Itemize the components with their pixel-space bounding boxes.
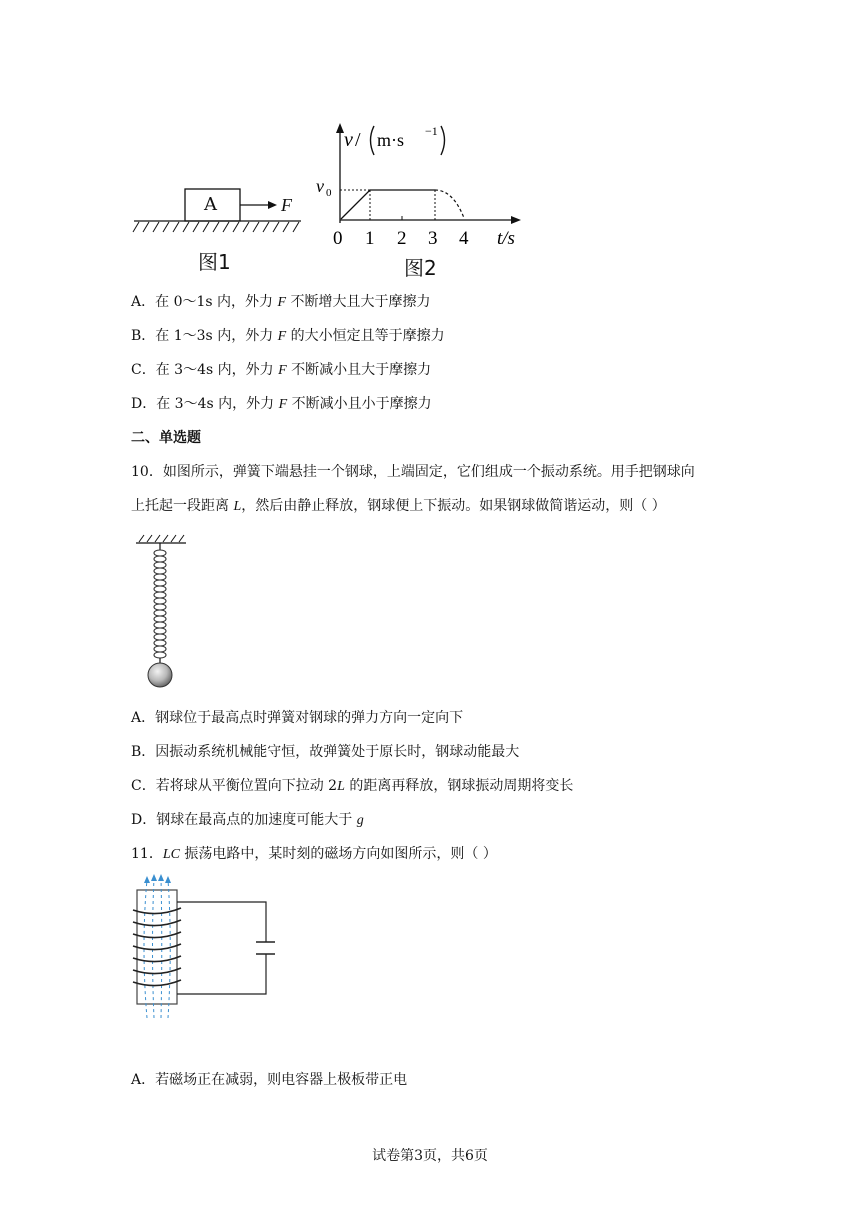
velocity-curve-dashed bbox=[435, 190, 464, 218]
q10-option-b: B．因振动系统机械能守恒，故弹簧处于原长时，钢球动能最大 bbox=[131, 744, 520, 760]
figure-1-drawing bbox=[131, 180, 306, 240]
lc-circuit-drawing bbox=[125, 872, 275, 1022]
y-label-unit: m·s bbox=[377, 130, 404, 150]
lc-circuit-figure bbox=[125, 872, 275, 1022]
x-tick-2: 2 bbox=[397, 228, 407, 245]
figure-2-caption: 图2 bbox=[404, 256, 437, 280]
force-label: F bbox=[281, 195, 292, 215]
q9-option-c: C．在 3～4s 内，外力 F 不断减小且大于摩擦力 bbox=[131, 362, 432, 378]
field-arrowheads bbox=[144, 874, 171, 883]
x-axis-label: t/s bbox=[497, 228, 515, 245]
v0-subscript: 0 bbox=[326, 187, 332, 199]
circuit-wires bbox=[177, 902, 266, 994]
section-heading: 二、单选题 bbox=[131, 430, 201, 446]
block-a-label: A bbox=[204, 194, 217, 215]
page-footer: 试卷第3页，共6页 bbox=[372, 1148, 488, 1164]
figure-1 bbox=[131, 180, 306, 280]
y-axis-arrow bbox=[336, 123, 344, 133]
figure-2 bbox=[310, 115, 530, 280]
q9-option-d: D．在 3～4s 内，外力 F 不断减小且小于摩擦力 bbox=[131, 396, 432, 412]
x-axis-arrow bbox=[511, 216, 521, 224]
q9-option-a: A．在 0～1s 内，外力 F 不断增大且大于摩擦力 bbox=[131, 294, 431, 310]
y-label-slash: / bbox=[355, 129, 361, 151]
figure-1-caption: 图1 bbox=[198, 250, 231, 274]
spring-coil bbox=[154, 550, 166, 658]
q11-stem: 11．LC 振荡电路中，某时刻的磁场方向如图所示，则（ ） bbox=[131, 846, 497, 862]
spring-figure bbox=[130, 532, 200, 692]
q10-option-d: D．钢球在最高点的加速度可能大于 g bbox=[131, 812, 364, 828]
steel-ball bbox=[148, 663, 172, 687]
spring-drawing bbox=[130, 532, 200, 692]
x-tick-1: 1 bbox=[365, 228, 375, 245]
v0-label: v bbox=[316, 176, 324, 196]
q10-option-c: C．若将球从平衡位置向下拉动 2L 的距离再释放，钢球振动周期将变长 bbox=[131, 778, 574, 794]
ground-hatching bbox=[133, 222, 299, 232]
x-tick-0: 0 bbox=[333, 228, 343, 245]
q9-option-b: B．在 1～3s 内，外力 F 的大小恒定且等于摩擦力 bbox=[131, 328, 445, 344]
y-label-paren-left bbox=[371, 126, 375, 155]
force-arrow-head bbox=[268, 201, 277, 209]
y-label-exp: −1 bbox=[425, 124, 438, 138]
q11-option-a: A．若磁场正在减弱，则电容器上极板带正电 bbox=[131, 1072, 408, 1088]
x-tick-3: 3 bbox=[428, 228, 438, 245]
q10-option-a: A．钢球位于最高点时弹簧对钢球的弹力方向一定向下 bbox=[131, 710, 464, 726]
x-tick-4: 4 bbox=[459, 228, 469, 245]
velocity-curve-solid bbox=[341, 190, 435, 219]
ceiling-hatching bbox=[139, 535, 184, 542]
q10-stem-line-1: 10．如图所示，弹簧下端悬挂一个钢球，上端固定，它们组成一个振动系统。用手把钢球向 bbox=[131, 464, 695, 480]
q10-stem-line-2: 上托起一段距离 L，然后由静止释放，钢球便上下振动。如果钢球做简谐运动，则（ ） bbox=[131, 498, 666, 514]
figure-2-graph bbox=[310, 115, 530, 245]
y-label-paren-right bbox=[441, 126, 445, 155]
y-label-v: v bbox=[344, 129, 353, 151]
